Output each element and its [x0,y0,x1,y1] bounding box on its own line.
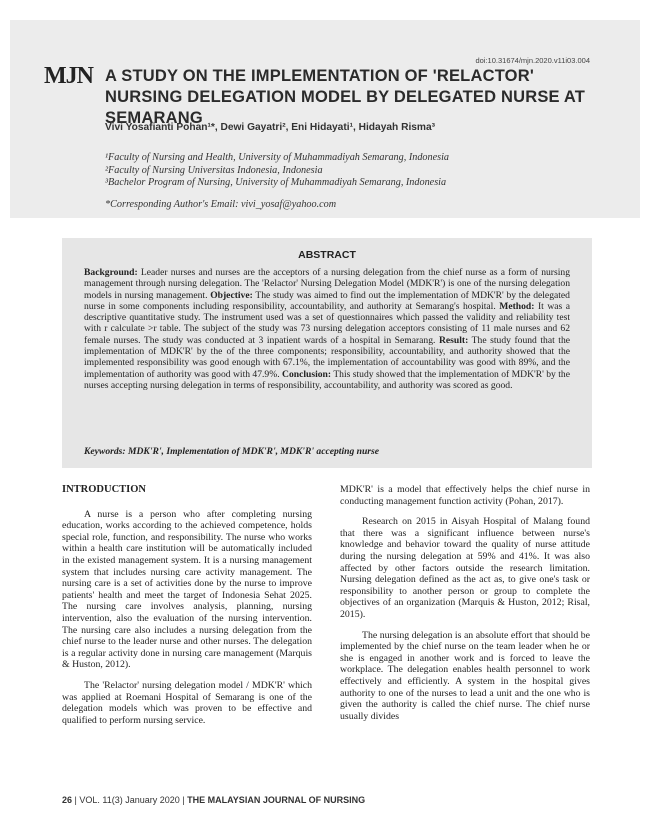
intro-paragraph-3: MDK'R' is a model that effectively helps the chief nurse in conducting management function activity (Pohan, 2017). [340,484,590,507]
page-number: 26 [62,795,73,805]
intro-paragraph-2: The 'Relactor' nursing delegation model / MDK'R' which was applied at Roemani Hospital of Semarang is one of the delegation models which was proven to be effective and qualified to perform nursing service. [62,679,312,726]
method-label: Method: [499,300,535,312]
journal-logo: MJN [44,63,93,89]
affiliation-1: ¹Faculty of Nursing and Health, University of Muhammadiyah Semarang, Indonesia [105,152,450,163]
objective-label: Objective: [210,289,253,301]
result-text: The study found that the implementation of MDK'R' by the of the three components; responsibility, accountability, and authority showed that the implemented responsibility was good enough with 67.1%, the implementation of accountability was good with 89%, and the implementation of authority was good with 47.9%. [84,334,571,380]
corresponding-email: *Corresponding Author's Email: vivi_yosaf@yahoo.com [105,199,337,210]
volume-info: VOL. 11(3) January 2020 [79,795,180,805]
result-label: Result: [438,334,469,346]
journal-name: THE MALAYSIAN JOURNAL OF NURSING [187,795,366,805]
left-column [62,484,312,735]
abstract-body [84,267,570,391]
affiliations [105,152,449,190]
footer-separator-2: | [182,795,188,805]
background-label: Background: [84,267,138,278]
abstract-heading: ABSTRACT [298,249,356,261]
method-text: It was a descriptive quantitative study. The instrument used was a set of questionnaires which passed the validity and reliability test with r calculate >r table. The subject of the study was 73 nursing delegation acceptors consisting of 11 male nurses and 62 female nurses. The study was conducted at 3 inpatient wards of a hospital in Semarang. [84,300,570,346]
paper-title: A STUDY ON THE IMPLEMENTATION OF 'RELACTOR' NURSING DELEGATION MODEL BY DELEGATED NURSE AT SEMARANG [105,67,586,127]
background-text: Leader nurses and nurses are the acceptors of a nursing delegation from the chief nurse as a form of nursing management through nursing delegation. The 'Relactor' Nursing Delegation Model (MDK'R') is one of the nursing delegation models in nursing management. [84,267,570,301]
affiliation-3: ³Bachelor Program of Nursing, University of Muhammadiyah Semarang, Indonesia [105,177,447,188]
page-footer [62,795,365,805]
right-column [340,484,590,731]
objective-text: The study was aimed to find out the implementation of MDK'R' by the delegated nurse in some components including responsibility, accountability, and authority at Semarang's hospital. [84,289,570,312]
introduction-heading: INTRODUCTION [62,484,147,495]
intro-paragraph-4: Research on 2015 in Aisyah Hospital of Malang found that there was a significant influence between nurse's knowledge and behavior toward the quality of nurse attitude during the nursing delegation at 59% and 41%. It was also affected by other factors outside the research limitation. Nursing delegation defined as the act as, to give one's task or responsibility to another person or group to complete the objectives of an organization (Marquis & Huston, 2012; Risal, 2015). [340,516,590,620]
conclusion-label: Conclusion: [282,368,332,380]
keywords: Keywords: MDK'R', Implementation of MDK'R', MDK'R' accepting nurse [84,446,380,457]
intro-paragraph-1: A nurse is a person who after completing nursing education, works according to the achieved competence, holds special role, function, and responsibility. The nurse who works within a health care institution will be automatically included in the existed management system. It is a nursing management system that includes nursing care activity management. The nursing care is a set of activities done by the nurse to improve patients' health and meet the target of Indonesia Sehat 2025. The nursing care involves analysis, planning, nursing intervention, also the evaluation of the nursing intervention. The nursing care also includes a nursing delegation from the chief nurse to the leader nurse and other nurses. The delegation is a regular activity done in nursing care management (Marquis & Huston, 2012). [62,508,312,671]
intro-paragraph-5: The nursing delegation is an absolute effort that should be implemented by the chief nurse on the team leader when he or she is engaged in another work and is forced to leave the workplace. The delegation enables health personnel to work effectively and efficiently. A system in the hospital gives authority to one of the nurses to lead a unit and the one who is given the authority is called the chief nurse. The chief nurse usually divides [340,629,590,722]
footer-separator-1: | [74,795,80,805]
affiliation-2: ²Faculty of Nursing Universitas Indonesia, Indonesia [105,164,323,176]
authors: Vivi Yosafianti Pohan¹*, Dewi Gayatri², Eni Hidayati¹, Hidayah Risma³ [105,122,436,133]
doi: doi:10.31674/mjn.2020.v11i03.004 [475,56,590,65]
conclusion-text: This study showed that the implementation of MDK'R' by the nurses accepting nursing delegation in terms of responsibility, accountability, and authority was scored as good. [84,368,570,391]
